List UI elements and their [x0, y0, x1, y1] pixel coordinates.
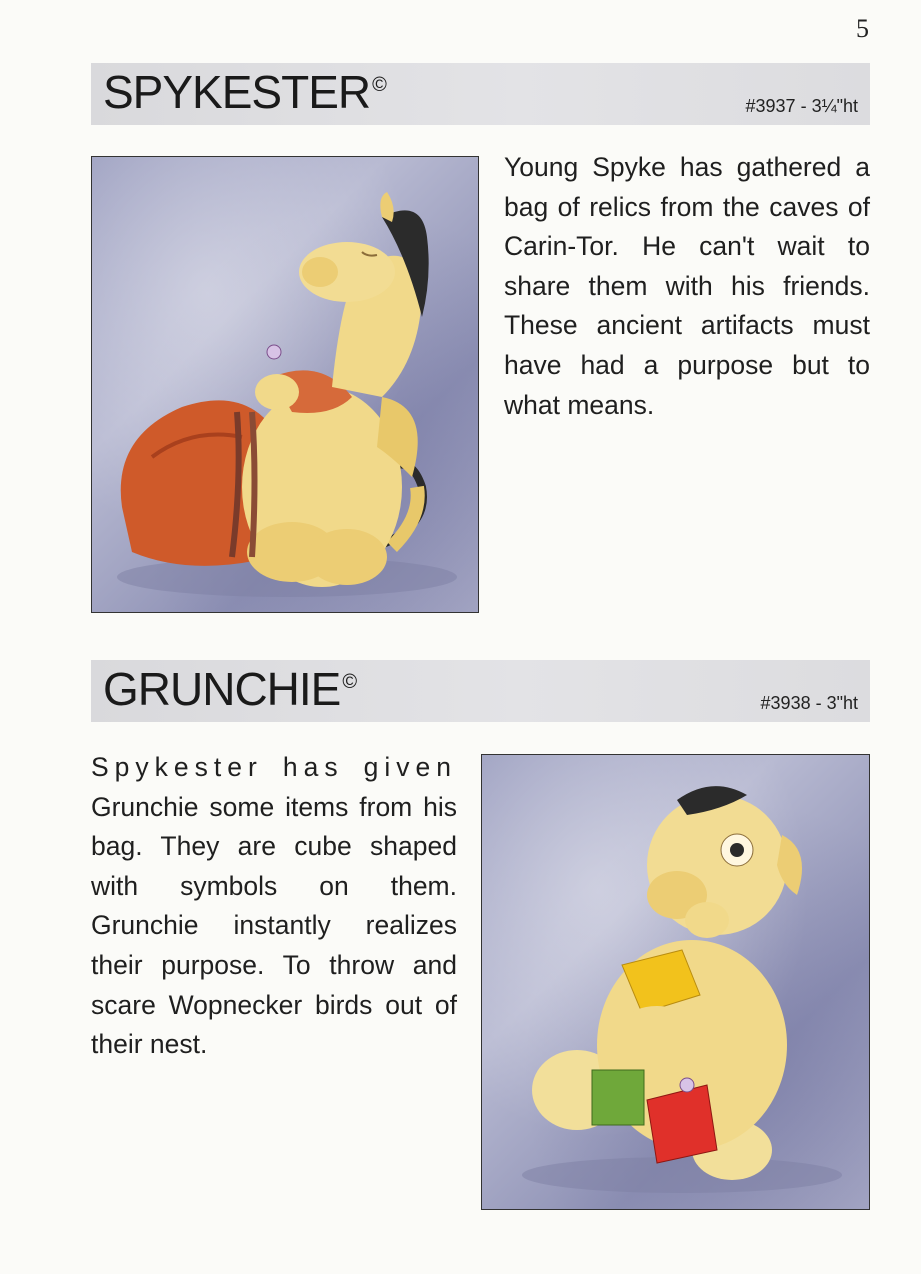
product-title-spykester — [103, 66, 386, 118]
product-header-grunchie — [91, 660, 870, 722]
product-photo-spykester — [91, 156, 479, 613]
description-text: bag of relics from the caves of Carin-Tor. He can't wait to share them with his friends. These ancient artifacts must have had a purpose but to what means. — [504, 191, 870, 420]
page-number: 5 — [856, 14, 869, 43]
product-description-spykester — [504, 148, 870, 425]
product-name-spykester: SPYKESTER — [103, 66, 371, 118]
product-sku-size: #3938 - 3"ht — [760, 693, 858, 713]
product-sku-size: #3937 - 3¼"ht — [745, 96, 858, 116]
product-description-grunchie — [91, 748, 457, 1065]
grunchie-figurine-image — [482, 755, 869, 1209]
description-line: Young Spyke has gathered a — [504, 152, 870, 182]
product-header-spykester — [91, 63, 870, 125]
product-title-grunchie — [103, 663, 357, 715]
product-name-grunchie: GRUNCHIE — [103, 663, 341, 715]
product-photo-grunchie — [481, 754, 870, 1210]
description-text: Grunchie some items from his bag. They are cube shaped with symbols on them. Grunchie instantly realizes their purpose. To throw and scare Wopnecker birds out of their nest. — [91, 791, 457, 1060]
copyright-mark: © — [372, 74, 386, 96]
description-line: Spykester has given — [91, 752, 457, 782]
spykester-figurine-image — [92, 157, 478, 612]
copyright-mark: © — [342, 671, 357, 693]
